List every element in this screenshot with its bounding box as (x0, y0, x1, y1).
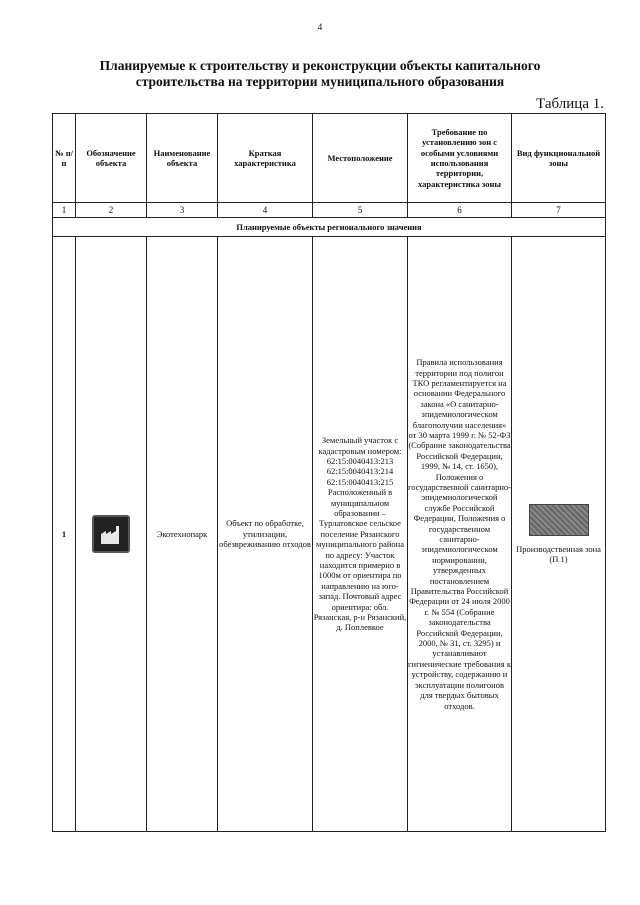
row-number: 1 (53, 237, 76, 832)
functional-zone: Производственная зона (П 1) (516, 543, 601, 564)
table-row (53, 237, 606, 832)
page-number: 4 (317, 22, 323, 32)
object-location: Земельный участок с кадастровым номером: 62:15:0040413:213 62:15:0040413:214 62:15:0040413:215 Расположенный в муниципальном образовании – Турлатовское сельское поселение Рязанского муниципального района по адресу: Участок находится примерно в 1000м от ориентира по направлению на юго-запад. Почтовый адрес ориентира: обл. Рязанская, р-н Рязанский, д. Поплевкое (313, 237, 408, 832)
section-row (53, 218, 606, 237)
table-label: Таблица 1. (536, 96, 604, 112)
zone-requirements: Правила использования территории под полигон ТКО регламентируется на основании Федерального закона «О санитарно-эпидемиологическом благополучии населения» от 30 марта 1999 г. № 52-ФЗ (Собрание законодательства Российской Федерации, 1999, № 14, ст. 1650), Положения о государственной санитарно-эпидемиологической службе Российской Федерации, Положения о государственном санитарно-эпидемиологическом нормировании, утвержденных постановлением Правительства Российской Федерации от 24 июля 2000 г. № 554 (Собрание законодательства Российской Федерации, 2000, № 31, ст. 3295) и устанавливают гигиенические требования к устройству, содержанию и эксплуатации полигонов для твердых бытовых отходов. (408, 237, 512, 832)
header-row (53, 114, 606, 203)
column-number: 7 (512, 203, 606, 218)
object-name: Экотехнопарк (147, 237, 218, 832)
header-number: № п/п (53, 114, 76, 203)
column-number: 6 (408, 203, 512, 218)
column-number: 5 (313, 203, 408, 218)
header-symbol: Обозначение объекта (76, 114, 147, 203)
column-number: 2 (76, 203, 147, 218)
object-symbol-cell (76, 237, 147, 832)
column-number: 1 (53, 203, 76, 218)
header-functional-zone: Вид функциональной зоны (512, 114, 606, 203)
header-characteristic: Краткая характеристика (218, 114, 313, 203)
factory-icon (92, 515, 130, 553)
document-title: Планируемые к строительству и реконструкции объекты капитального строительства на территории муниципального образования (99, 58, 541, 89)
zone-swatch-icon (529, 504, 589, 536)
header-location: Местоположение (313, 114, 408, 203)
header-zone-requirements: Требование по установлению зон с особыми условиями использования территории, характеристика зоны (408, 114, 512, 203)
object-characteristic: Объект по обработке, утилизации, обезвреживанию отходов (218, 237, 313, 832)
column-number: 4 (218, 203, 313, 218)
objects-table (52, 113, 606, 832)
section-title: Планируемые объекты регионального значения (53, 218, 606, 237)
header-name: Наименование объекта (147, 114, 218, 203)
column-number: 3 (147, 203, 218, 218)
functional-zone-cell (512, 237, 606, 832)
column-number-row (53, 203, 606, 218)
